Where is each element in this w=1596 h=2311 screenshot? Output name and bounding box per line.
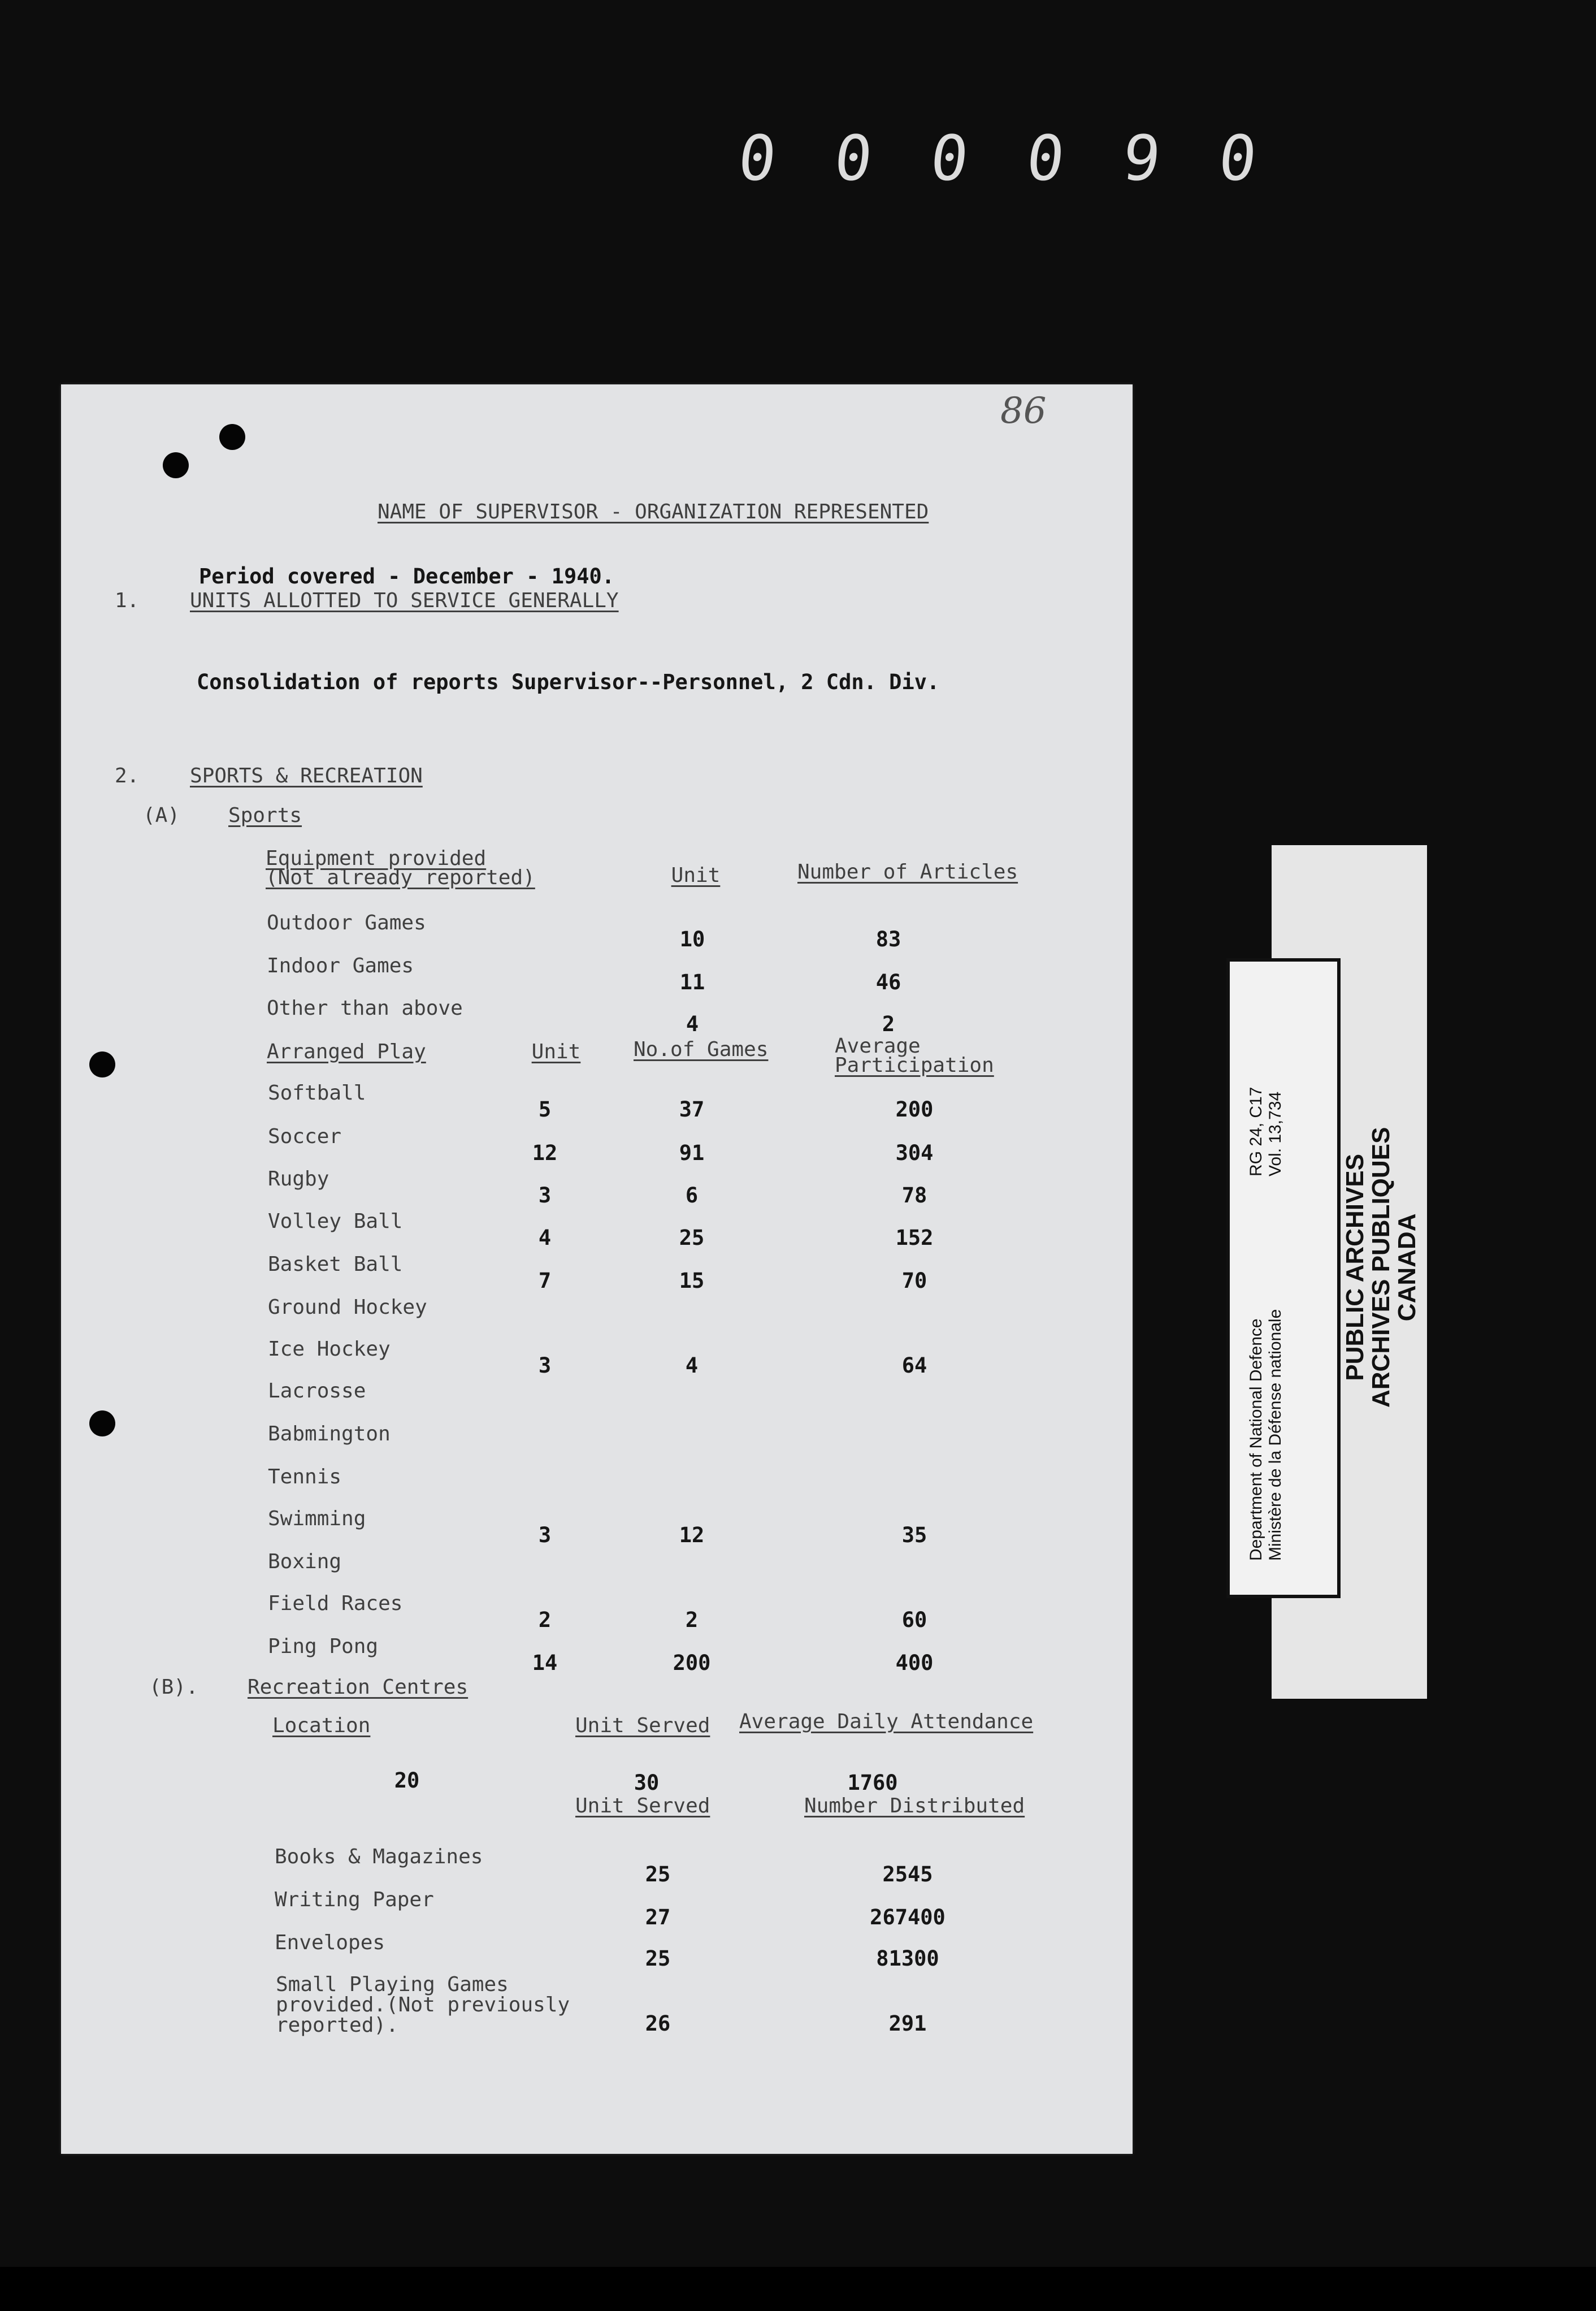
cell-value: 291	[888, 2011, 927, 2036]
page-heading: NAME OF SUPERVISOR - ORGANIZATION REPRESENTED	[378, 500, 929, 523]
arranged-play-heading: Arranged Play	[267, 1040, 426, 1063]
frame-digit: 9	[1119, 122, 1164, 194]
cell-value: 27	[645, 1905, 671, 1929]
sport-label: Swimming	[268, 1507, 366, 1530]
reference-card	[1226, 958, 1341, 1598]
frame-digit: 0	[1215, 122, 1260, 194]
sport-unit: 12	[532, 1141, 558, 1165]
punch-hole	[89, 1051, 115, 1077]
sport-unit: 2	[538, 1608, 552, 1632]
section-number: 2.	[115, 764, 140, 787]
column-header: Location	[272, 1714, 371, 1737]
sport-label: Ping Pong	[268, 1635, 379, 1658]
row-label: Envelopes	[275, 1931, 385, 1954]
frame-digit: 0	[927, 122, 972, 194]
sport-avg: 152	[895, 1226, 934, 1250]
archives-fr: ARCHIVES PUBLIQUES	[1367, 1127, 1395, 1408]
punch-hole	[163, 452, 189, 478]
sport-avg: 60	[901, 1608, 927, 1632]
cell-value: 25	[645, 1862, 671, 1886]
subsection-title: Sports	[228, 804, 302, 827]
sport-unit: 14	[532, 1651, 558, 1675]
frame-digit: 0	[1023, 122, 1068, 194]
sport-unit: 3	[538, 1183, 552, 1208]
cell-value: 20	[394, 1768, 420, 1793]
archives-en: PUBLIC ARCHIVES	[1341, 1153, 1369, 1381]
row-label: Writing Paper	[275, 1888, 434, 1911]
column-header: Number of Articles	[797, 860, 1018, 884]
record-group	[1247, 1087, 1285, 1176]
sport-avg: 200	[895, 1097, 934, 1122]
sport-games: 200	[673, 1651, 711, 1675]
record-volume: Vol. 13,734	[1266, 1091, 1285, 1176]
department-fr: Ministère de la Défense nationale	[1266, 1309, 1285, 1561]
sport-label: Volley Ball	[268, 1210, 403, 1233]
frame-digit: 0	[735, 122, 780, 194]
sport-games: 2	[685, 1608, 699, 1632]
sport-games: 25	[679, 1226, 705, 1250]
sport-games: 91	[679, 1141, 705, 1165]
row-label: reported).	[276, 2014, 398, 2037]
cell-value: 46	[875, 970, 901, 994]
sport-unit: 7	[538, 1269, 552, 1293]
sport-label: Lacrosse	[268, 1379, 366, 1403]
cell-value: 2	[882, 1012, 895, 1036]
row-label: Outdoor Games	[267, 911, 426, 934]
sport-label: Field Races	[268, 1592, 403, 1615]
sport-games: 12	[679, 1523, 705, 1547]
punch-hole	[89, 1410, 115, 1436]
subsection-title: Recreation Centres	[248, 1676, 469, 1699]
department-name	[1247, 1309, 1285, 1561]
sport-unit: 3	[538, 1523, 552, 1547]
cell-value: 81300	[876, 1946, 939, 1971]
frame-digit: 0	[831, 122, 876, 194]
sport-label: Basket Ball	[268, 1253, 403, 1276]
column-header: Unit Served	[575, 1794, 710, 1817]
cell-value: 83	[875, 927, 901, 951]
column-header: Average	[835, 1035, 921, 1058]
column-header: No.of Games	[634, 1038, 769, 1061]
row-label: Small Playing Games	[276, 1973, 509, 1996]
column-header: Unit Served	[575, 1714, 710, 1737]
cell-value: 30	[634, 1771, 660, 1795]
punch-hole	[219, 424, 245, 450]
sport-unit: 4	[538, 1226, 552, 1250]
row-label: Books & Magazines	[275, 1845, 483, 1868]
sport-avg: 304	[895, 1141, 934, 1165]
document-page	[61, 384, 1133, 2154]
row-label: Indoor Games	[267, 954, 414, 977]
sport-label: Rugby	[268, 1167, 329, 1191]
column-header: Number Distributed	[804, 1794, 1025, 1817]
equipment-subheading: (Not already reported)	[266, 866, 535, 889]
sport-label: Softball	[268, 1081, 366, 1105]
folio-number: 86	[1000, 390, 1047, 432]
sport-games: 6	[685, 1183, 699, 1208]
column-header: Unit	[671, 864, 721, 887]
section-number: 1.	[115, 589, 140, 612]
cell-value: 25	[645, 1946, 671, 1971]
cell-value: 10	[679, 927, 705, 951]
sport-avg: 64	[901, 1353, 927, 1378]
sport-avg: 400	[895, 1651, 934, 1675]
subsection-label: (B).	[149, 1676, 198, 1699]
archives-country: CANADA	[1393, 1213, 1421, 1322]
sport-games: 4	[685, 1353, 699, 1378]
section-title: UNITS ALLOTTED TO SERVICE GENERALLY	[190, 589, 619, 612]
column-header: Participation	[835, 1054, 994, 1077]
equipment-heading: Equipment provided	[266, 847, 487, 870]
sport-avg: 35	[901, 1523, 927, 1547]
cell-value: 11	[679, 970, 705, 994]
sport-label: Soccer	[268, 1125, 342, 1148]
section-title: SPORTS & RECREATION	[190, 764, 423, 787]
column-header: Average Daily Attendance	[739, 1710, 1034, 1733]
frame-number	[725, 122, 1270, 195]
period-covered: Period covered - December - 1940.	[199, 564, 615, 588]
sport-avg: 78	[901, 1183, 927, 1208]
sport-games: 37	[679, 1097, 705, 1122]
cell-value: 1760	[847, 1771, 898, 1795]
cell-value: 267400	[870, 1905, 946, 1929]
sport-avg: 70	[901, 1269, 927, 1293]
cell-value: 4	[686, 1012, 699, 1036]
row-label: provided.(Not previously	[276, 1993, 570, 2016]
film-edge	[0, 2267, 1596, 2311]
column-header: Unit	[531, 1040, 581, 1063]
cell-value: 26	[645, 2011, 671, 2036]
sport-unit: 3	[538, 1353, 552, 1378]
record-group-ref: RG 24, C17	[1247, 1087, 1265, 1176]
sport-games: 15	[679, 1269, 705, 1293]
sport-label: Boxing	[268, 1550, 342, 1573]
sport-label: Tennis	[268, 1465, 342, 1488]
cell-value: 2545	[882, 1862, 933, 1886]
subsection-label: (A)	[143, 804, 180, 827]
sport-label: Ground Hockey	[268, 1296, 427, 1319]
archive-name	[1342, 1127, 1420, 1408]
sport-label: Ice Hockey	[268, 1338, 391, 1361]
consolidation-line: Consolidation of reports Supervisor--Personnel, 2 Cdn. Div.	[197, 670, 940, 694]
sport-unit: 5	[538, 1097, 552, 1122]
row-label: Other than above	[267, 997, 463, 1020]
sport-label: Babmington	[268, 1422, 391, 1446]
department-en: Department of National Defence	[1247, 1318, 1265, 1561]
